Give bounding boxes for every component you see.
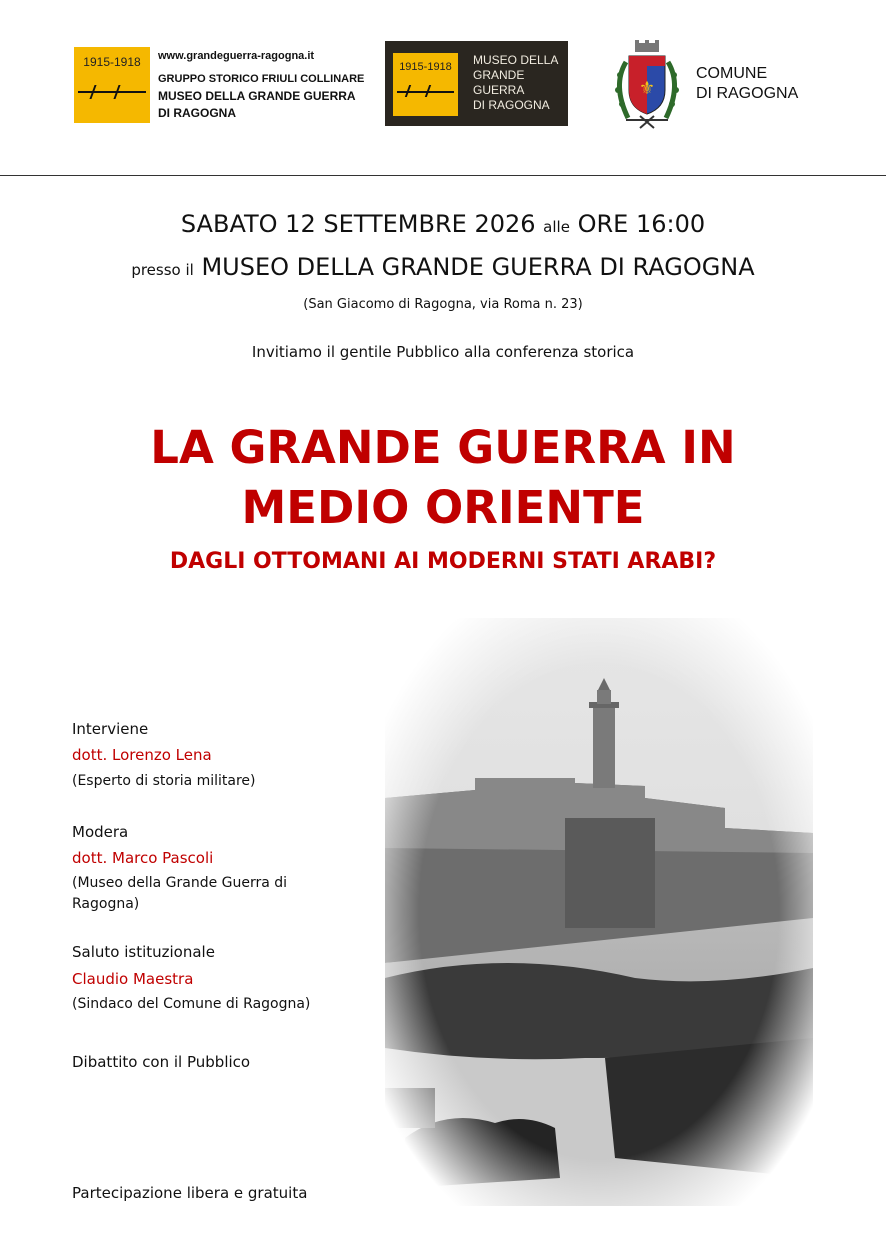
- greeting-label: Saluto istituzionale: [72, 943, 215, 961]
- logo-1915-1918-left: [74, 47, 150, 123]
- greeting-role: (Sindaco del Comune di Ragogna): [72, 996, 311, 1012]
- comune-line-2: DI RAGOGNA: [696, 85, 799, 102]
- logo-1915-1918-center: [393, 53, 458, 116]
- historical-photo: [385, 618, 813, 1206]
- event-date: SABATO 12 SETTEMBRE 2026: [180, 210, 536, 238]
- moderator-role-1: (Museo della Grande Guerra di: [72, 875, 288, 891]
- debate-text: Dibattito con il Pubblico: [72, 1053, 251, 1071]
- comune-line-1: COMUNE: [696, 65, 768, 82]
- speaker-label: Interviene: [72, 720, 149, 738]
- speaker-name: dott. Lorenzo Lena: [72, 746, 212, 764]
- barbed-wire-knot-icon: [89, 85, 120, 99]
- museo-line-2: GRANDE: [473, 68, 525, 82]
- logo-museo-center: [385, 41, 568, 126]
- moderator-name: dott. Marco Pascoli: [72, 849, 214, 867]
- logo-left-line-1: GRUPPO STORICO FRIULI COLLINARE: [158, 73, 365, 85]
- museo-line-4: DI RAGOGNA: [473, 98, 550, 112]
- moderator-label: Modera: [72, 823, 129, 841]
- event-time: ORE 16:00: [577, 210, 706, 238]
- museo-line-1: MUSEO DELLA: [473, 53, 559, 67]
- title-line-1: LA GRANDE GUERRA IN: [150, 421, 736, 474]
- logo-years: 1915-1918: [83, 55, 141, 69]
- header-divider: [0, 175, 886, 176]
- coat-of-arms-icon: [606, 40, 688, 132]
- museo-line-3: GUERRA: [473, 83, 525, 97]
- event-presso: presso il: [131, 261, 194, 279]
- subtitle: DAGLI OTTOMANI AI MODERNI STATI ARABI?: [169, 549, 717, 574]
- comune-logo-text: [696, 64, 798, 104]
- greeting-name: Claudio Maestra: [72, 970, 194, 988]
- barbed-wire-knot-icon: [405, 85, 431, 97]
- event-venue: MUSEO DELLA GRANDE GUERRA DI RAGOGNA: [201, 253, 755, 281]
- museo-logo-text: [473, 53, 558, 113]
- footer-text: Partecipazione libera e gratuita: [72, 1184, 308, 1202]
- svg-text:⚜: ⚜: [638, 78, 656, 99]
- speaker-role: (Esperto di storia militare): [72, 773, 256, 789]
- event-alle: alle: [543, 218, 570, 236]
- event-date-time: [0, 210, 886, 238]
- logo-left-line-3: DI RAGOGNA: [158, 106, 236, 120]
- event-address: (San Giacomo di Ragogna, via Roma n. 23): [303, 297, 583, 312]
- event-invitation: Invitiamo il gentile Pubblico alla conferenza storica: [251, 343, 635, 361]
- moderator-role-2: Ragogna): [72, 896, 140, 912]
- website-url: www.grandeguerra-ragogna.it: [158, 50, 315, 62]
- logo-years: 1915-1918: [399, 61, 452, 73]
- logo-left-line-2: MUSEO DELLA GRANDE GUERRA: [158, 89, 356, 103]
- event-venue-line: [0, 253, 886, 281]
- title-line-2: MEDIO ORIENTE: [241, 481, 645, 534]
